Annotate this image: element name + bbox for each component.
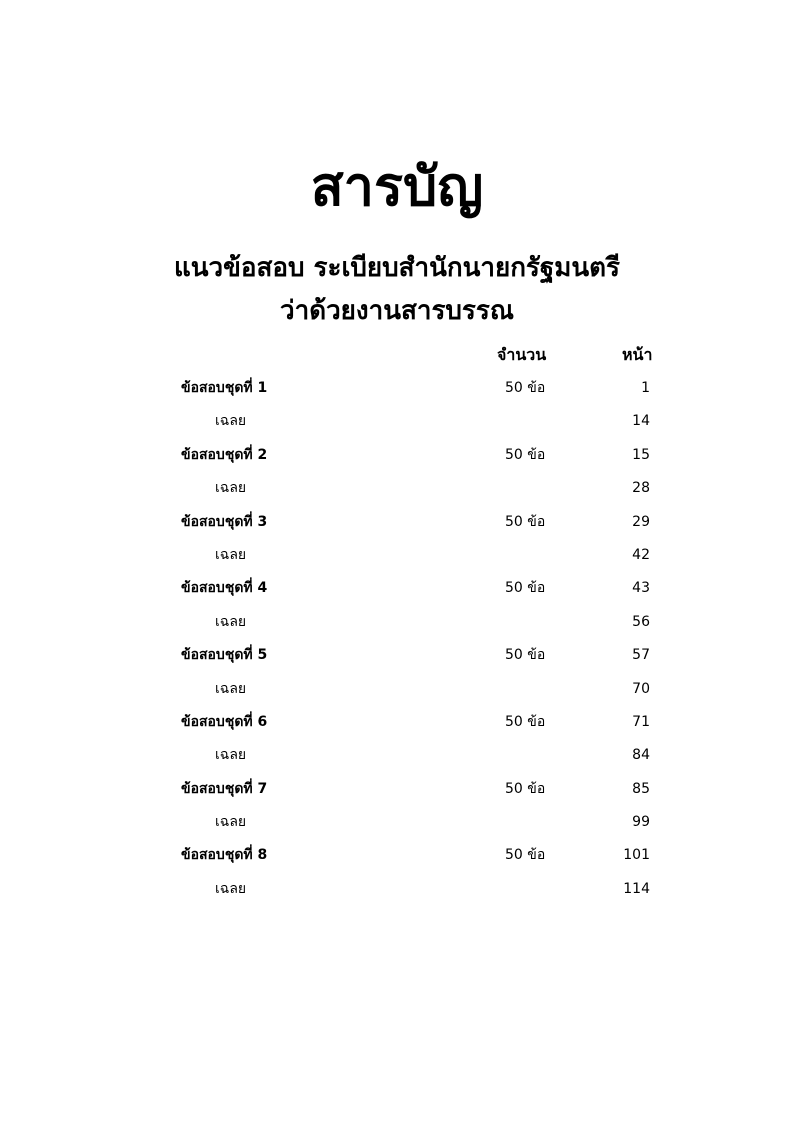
- toc-entry-page: 28: [632, 480, 650, 497]
- toc-entry-count: 50 ข้อ: [505, 380, 546, 396]
- toc-row-exam-5: [0, 639, 794, 672]
- count-column-header: จำนวน: [497, 345, 547, 364]
- toc-entry-label: เฉลย: [215, 814, 247, 831]
- toc-entry-page: 57: [632, 647, 650, 664]
- toc-row-exam-3: [0, 506, 794, 539]
- toc-entry-label: เฉลย: [215, 546, 247, 563]
- page-title: สารบัญ: [310, 155, 484, 218]
- toc-entry-label: ข้อสอบชุดที่ 5: [181, 647, 268, 664]
- toc-entry-label: ข้อสอบชุดที่ 8: [181, 847, 268, 864]
- toc-row-exam-7: [0, 773, 794, 806]
- toc-entry-label: ข้อสอบชุดที่ 3: [181, 513, 268, 530]
- toc-entry-label: เฉลย: [215, 880, 247, 897]
- toc-row-answer-2: [0, 472, 794, 505]
- page-column-header: หน้า: [622, 345, 653, 364]
- toc-entry-count: 50 ข้อ: [505, 780, 546, 797]
- toc-entry-label: เฉลย: [215, 747, 247, 764]
- toc-entry-label: ข้อสอบชุดที่ 7: [181, 780, 268, 797]
- toc-row-answer-4: [0, 606, 794, 639]
- toc-entry-label: เฉลย: [215, 413, 247, 430]
- toc-entry-count: 50 ข้อ: [505, 713, 546, 730]
- toc-entry-page: 70: [632, 680, 650, 697]
- toc-row-answer-8: [0, 873, 794, 906]
- toc-entry-page: 71: [632, 713, 650, 730]
- toc-entry-count: 50 ข้อ: [505, 513, 546, 530]
- toc-row-answer-1: [0, 405, 794, 438]
- toc-entry-label: ข้อสอบชุดที่ 6: [181, 713, 268, 730]
- toc-entry-page: 42: [632, 546, 650, 563]
- toc-entry-page: 29: [632, 513, 650, 530]
- toc-row-exam-6: [0, 706, 794, 739]
- toc-row-answer-5: [0, 673, 794, 706]
- toc-row-exam-4: [0, 572, 794, 605]
- toc-entry-label: ข้อสอบชุดที่ 2: [181, 446, 268, 463]
- toc-entry-count: 50 ข้อ: [505, 446, 546, 463]
- toc-entry-page: 114: [623, 880, 650, 897]
- toc-row-exam-1: [0, 372, 794, 405]
- toc-entry-count: 50 ข้อ: [505, 580, 546, 597]
- table-of-contents: [0, 372, 794, 906]
- toc-entry-label: เฉลย: [215, 613, 247, 630]
- toc-row-answer-3: [0, 539, 794, 572]
- toc-entry-page: 15: [632, 446, 650, 463]
- toc-entry-page: 14: [632, 413, 650, 430]
- toc-entry-page: 84: [632, 747, 650, 764]
- toc-entry-count: 50 ข้อ: [505, 647, 546, 664]
- toc-entry-page: 99: [632, 814, 650, 831]
- toc-entry-page: 1: [641, 380, 650, 396]
- toc-row-exam-8: [0, 839, 794, 872]
- toc-entry-page: 43: [632, 580, 650, 597]
- toc-row-answer-7: [0, 806, 794, 839]
- toc-entry-page: 101: [623, 847, 650, 864]
- toc-entry-page: 85: [632, 780, 650, 797]
- toc-row-answer-6: [0, 739, 794, 772]
- toc-entry-page: 56: [632, 613, 650, 630]
- toc-entry-label: ข้อสอบชุดที่ 1: [181, 380, 268, 396]
- toc-entry-count: 50 ข้อ: [505, 847, 546, 864]
- toc-entry-label: เฉลย: [215, 680, 247, 697]
- toc-row-exam-2: [0, 439, 794, 472]
- toc-entry-label: เฉลย: [215, 480, 247, 497]
- toc-entry-label: ข้อสอบชุดที่ 4: [181, 580, 268, 597]
- subtitle-line-1: แนวข้อสอบ ระเบียบสำนักนายกรัฐมนตรี: [173, 253, 621, 283]
- subtitle-line-2: ว่าด้วยงานสารบรรณ: [280, 296, 514, 326]
